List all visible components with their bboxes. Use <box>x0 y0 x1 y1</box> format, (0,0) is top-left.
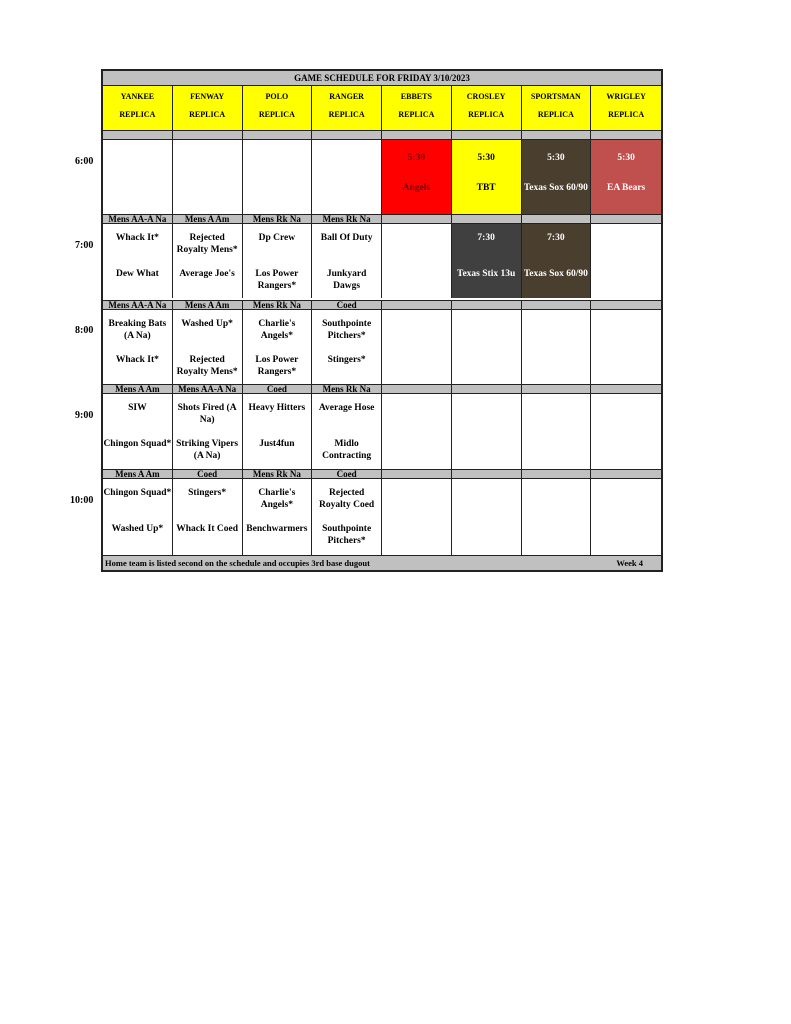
game-line-2: Midlo Contracting <box>322 439 372 461</box>
division-label <box>452 385 522 393</box>
field-name: POLO <box>265 92 289 101</box>
game-cell <box>591 140 661 214</box>
game-cell <box>103 224 173 298</box>
game-line-1: Whack It* <box>115 233 159 243</box>
game-line-2: Dew What <box>115 269 159 279</box>
field-name: EBBETS <box>400 92 432 101</box>
game-cell <box>312 224 382 298</box>
field-header <box>103 86 173 130</box>
division-label <box>522 470 592 478</box>
game-line-2: Southpointe Pitchers* <box>322 524 372 546</box>
game-cell <box>591 394 661 469</box>
division-label: Mens Rk Na <box>312 385 382 393</box>
game-line-2: Benchwarmers <box>246 524 308 534</box>
game-line-1: Charlie's Angels* <box>258 319 296 341</box>
game-line-1: Chingon Squad* <box>103 488 172 498</box>
game-cell <box>452 310 522 384</box>
division-label <box>591 470 661 478</box>
game-cell <box>173 140 243 214</box>
game-line-2: Texas Sox 60/90 <box>523 269 588 279</box>
division-label <box>103 131 173 139</box>
division-band <box>103 130 661 140</box>
game-line-1: Southpointe Pitchers* <box>322 319 372 341</box>
game-cell <box>452 479 522 558</box>
game-line-1: Shots Fired (A Na) <box>177 403 237 425</box>
game-line-1: Breaking Bats (A Na) <box>108 319 167 341</box>
game-line-1: 5:30 <box>477 153 495 163</box>
game-cell <box>522 310 592 384</box>
week-label: Week 4 <box>616 558 643 568</box>
field-sub: REPLICA <box>119 110 156 119</box>
game-cell <box>591 224 661 298</box>
division-label <box>591 301 661 309</box>
field-sub: REPLICA <box>398 110 435 119</box>
game-cell <box>591 310 661 384</box>
division-label: Coed <box>173 470 243 478</box>
game-cell <box>173 310 243 384</box>
division-label <box>382 131 452 139</box>
game-cell <box>452 224 522 298</box>
field-sub: REPLICA <box>189 110 226 119</box>
game-cell <box>173 479 243 558</box>
game-line-1: Average Hose <box>318 403 375 413</box>
game-line-1: Rejected Royalty Mens* <box>176 233 238 255</box>
field-name: YANKEE <box>120 92 155 101</box>
game-line-2: Average Joe's <box>179 269 235 279</box>
field-sub: REPLICA <box>537 110 574 119</box>
game-cell <box>522 479 592 558</box>
division-label <box>522 301 592 309</box>
time-slot-label: 8:00 <box>75 325 94 336</box>
game-cell <box>312 479 382 558</box>
game-cell <box>103 479 173 558</box>
game-line-2: EA Bears <box>606 183 646 193</box>
game-line-1: Rejected Royalty Coed <box>319 488 375 510</box>
division-label <box>522 131 592 139</box>
field-name: RANGER <box>329 92 364 101</box>
field-header <box>243 86 313 130</box>
game-cell <box>243 394 313 469</box>
field-header <box>452 86 522 130</box>
field-header <box>591 86 661 130</box>
game-line-1: 5:30 <box>407 153 426 163</box>
division-label <box>591 385 661 393</box>
game-line-2: Stingers* <box>327 355 366 365</box>
division-label: Mens AA-A Na <box>173 385 243 393</box>
schedule-table <box>101 69 663 572</box>
time-slot-label: 10:00 <box>70 495 94 506</box>
division-label <box>382 215 452 223</box>
division-label <box>382 385 452 393</box>
division-label: Mens Rk Na <box>243 301 313 309</box>
game-line-2: Junkyard Dawgs <box>326 269 367 291</box>
game-line-1: 7:30 <box>547 233 565 243</box>
division-label <box>452 301 522 309</box>
game-line-1: Stingers* <box>188 488 227 498</box>
game-cell <box>382 310 452 384</box>
game-cell <box>103 140 173 214</box>
game-line-1: Charlie's Angels* <box>258 488 296 510</box>
field-name: WRIGLEY <box>606 92 646 101</box>
field-name: SPORTSMAN <box>530 92 581 101</box>
division-label: Mens Rk Na <box>243 215 313 223</box>
division-label: Mens A Am <box>173 301 243 309</box>
game-line-1: Dp Crew <box>258 233 296 243</box>
game-line-2: Texas Sox 60/90 <box>523 183 588 193</box>
game-line-2: Washed Up* <box>111 524 164 534</box>
game-cell <box>312 140 382 214</box>
division-label <box>312 131 382 139</box>
game-line-1: SIW <box>128 403 147 413</box>
division-label: Mens AA-A Na <box>103 215 173 223</box>
division-label <box>382 301 452 309</box>
game-cell <box>382 479 452 558</box>
game-line-1: Ball Of Duty <box>320 233 373 243</box>
division-label <box>591 215 661 223</box>
game-line-2: Whack It* <box>115 355 159 365</box>
field-header <box>522 86 592 130</box>
game-cell <box>103 394 173 469</box>
field-header <box>173 86 243 130</box>
field-sub: REPLICA <box>328 110 365 119</box>
division-label <box>452 131 522 139</box>
game-line-2: Los Power Rangers* <box>255 269 299 291</box>
game-line-2: Whack It Coed <box>176 524 238 534</box>
division-label: Mens Rk Na <box>312 215 382 223</box>
division-label <box>591 131 661 139</box>
game-cell <box>452 394 522 469</box>
game-cell <box>243 224 313 298</box>
division-band <box>103 469 661 479</box>
game-cell <box>382 224 452 298</box>
division-label <box>522 385 592 393</box>
time-slot-label: 9:00 <box>75 410 94 421</box>
game-cell <box>173 224 243 298</box>
game-cell <box>522 224 592 298</box>
division-label <box>382 470 452 478</box>
game-line-1: 5:30 <box>547 153 565 163</box>
schedule-title: GAME SCHEDULE FOR FRIDAY 3/10/2023 <box>103 71 661 86</box>
field-sub: REPLICA <box>608 110 645 119</box>
game-cell <box>522 140 592 214</box>
game-line-2: Rejected Royalty Mens* <box>176 355 238 377</box>
division-label: Mens AA-A Na <box>103 301 173 309</box>
game-line-2: Texas Stix 13u <box>457 269 516 279</box>
division-band <box>103 300 661 310</box>
division-band <box>103 384 661 394</box>
game-line-1: Washed Up* <box>181 319 233 329</box>
division-label: Coed <box>243 385 313 393</box>
division-label: Mens A Am <box>173 215 243 223</box>
game-cell <box>382 394 452 469</box>
game-cell <box>173 394 243 469</box>
division-label <box>173 131 243 139</box>
game-cell <box>522 394 592 469</box>
time-slot-label: 6:00 <box>75 156 94 167</box>
game-line-2: Striking Vipers (A Na) <box>176 439 239 461</box>
schedule-footer <box>103 555 661 570</box>
division-label: Mens Rk Na <box>243 470 313 478</box>
division-label: Coed <box>312 301 382 309</box>
game-line-1: 5:30 <box>617 153 635 163</box>
home-team-note: Home team is listed second on the schedule and occupies 3rd base dugout <box>105 558 370 568</box>
game-line-2: Chingon Squad* <box>103 439 172 449</box>
game-line-2: Angels <box>402 183 431 193</box>
game-cell <box>312 310 382 384</box>
game-line-1: 7:30 <box>477 233 495 243</box>
game-line-2: TBT <box>476 183 496 193</box>
division-band <box>103 214 661 224</box>
game-cell <box>382 140 452 214</box>
game-cell <box>243 310 313 384</box>
game-cell <box>591 479 661 558</box>
field-header <box>382 86 452 130</box>
division-label <box>452 215 522 223</box>
game-cell <box>312 394 382 469</box>
time-slot-label: 7:00 <box>75 240 94 251</box>
game-cell <box>243 479 313 558</box>
game-cell <box>243 140 313 214</box>
field-name: CROSLEY <box>466 92 506 101</box>
division-label <box>452 470 522 478</box>
field-name: FENWAY <box>190 92 225 101</box>
division-label: Mens A Am <box>103 385 173 393</box>
game-line-1: Heavy Hitters <box>248 403 306 413</box>
division-label: Coed <box>312 470 382 478</box>
division-label <box>522 215 592 223</box>
game-cell <box>103 310 173 384</box>
division-label <box>243 131 313 139</box>
game-cell <box>452 140 522 214</box>
game-line-2: Just4fun <box>259 439 295 449</box>
field-header <box>312 86 382 130</box>
game-line-2: Los Power Rangers* <box>255 355 299 377</box>
division-label: Mens A Am <box>103 470 173 478</box>
field-sub: REPLICA <box>258 110 295 119</box>
field-sub: REPLICA <box>468 110 505 119</box>
